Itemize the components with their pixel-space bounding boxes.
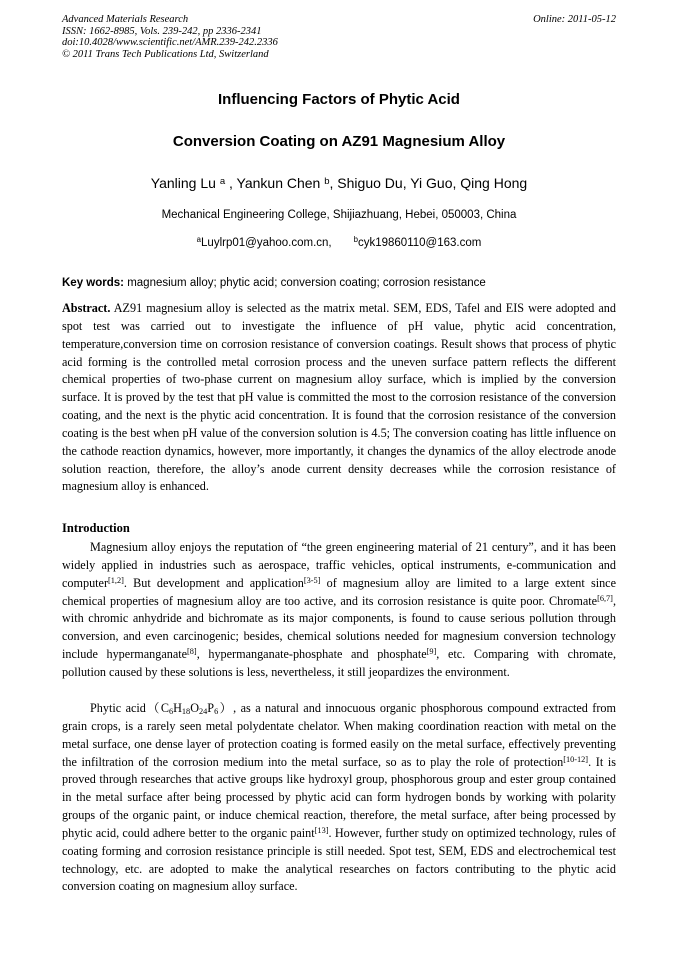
citation: [13] bbox=[314, 826, 329, 836]
paragraph-text: . It is proved through researches that active groups like hydroxyl group, phosphorous group and ester group contained in the metal surface after being processed by phytic acid can form hydrogen bonds by working with polarity groups of the organic paint, or induce chemical reaction, therefore, the metal surface, after being processed by phytic acid, could adhere better to the organic paint bbox=[62, 754, 616, 840]
paragraph-text: ）, as a natural and innocuous organic phosphorous compound extracted from grain crops, is a rarely seen metal polydentate chelator. When making coordination reaction with metal on the metal surface, one dense layer of protection coating is formed easily on the metal surface, effectively preventing the infiltration of the corrosion medium into the metal surface, so as to play the role of protection bbox=[62, 701, 616, 769]
citation: [9] bbox=[426, 647, 437, 657]
abstract-text: AZ91 magnesium alloy is selected as the matrix metal. SEM, EDS, Tafel and EIS were adopted and spot test was carried out to investigate the influence of pH value, phytic acid concentration, temperature,conversion time on corrosion resistance of conversion coatings. Result shows that process of phytic acid forming is the controlled metal corrosion process and the uneven surface pattern reflects the different chemical properties of two-phase current on magnesium alloy surface, which is implied by the conversion surface. It is proved by the test that pH value is committed the most to the corrosion resistance of the conversion coating, and the next is the phytic acid concentration. It is found that the corrosion resistance of the conversion coating is the best when pH value of the conversion solution is 4.5; The conversion coating has little influence on the cathode reaction dynamics, however, more importantly, it changes the dynamics of the alloy electrode anode solution reaction, therefore, the alloy’s anode current density decreases while the corrosion resistance of magnesium alloy is enhanced. bbox=[62, 301, 616, 494]
online-date: Online: 2011-05-12 bbox=[533, 14, 616, 25]
keywords-text: magnesium alloy; phytic acid; conversion coating; corrosion resistance bbox=[124, 277, 486, 289]
author-name: Yankun Chen bbox=[236, 175, 321, 191]
paragraph-text: . However, further study on optimized technology, rules of coating forming and corrosion resistance principle is still needed. Spot test, SEM, EDS and electrochemical test technology, etc. are adopted to make the analytical researches on factors contributing to the phytic acid conversion coating on magnesium alloy surface. bbox=[62, 825, 616, 894]
email-mark: a bbox=[196, 235, 202, 245]
paragraph-text: . But development and application bbox=[123, 575, 304, 590]
formula-subscript: 18 bbox=[181, 707, 191, 717]
journal-header bbox=[62, 14, 616, 60]
paragraph-text: Magnesium alloy enjoys the reputation of “the green engineering material of 21 century”, and it has been widely applied in industries such as aerospace, traffic vehicles, optical instruments, e-communication and computer bbox=[62, 540, 616, 590]
paper-title-line-2: Conversion Coating on AZ91 Magnesium Alloy bbox=[172, 133, 506, 150]
formula-element: P bbox=[207, 701, 215, 715]
abstract-label: Abstract. bbox=[62, 301, 111, 315]
formula-element: O bbox=[190, 701, 199, 715]
author-name: Yanling Lu bbox=[150, 175, 216, 191]
paragraph-text: of magnesium alloy are limited to a large extent since chemical properties of magnesium alloy are too active, and its corrosion resistance is quite poor. Chromate bbox=[62, 575, 616, 608]
formula-subscript: 6 bbox=[168, 707, 174, 717]
journal-name: Advanced Materials Research bbox=[62, 14, 189, 25]
email-address: cyk19860110@163.com bbox=[357, 237, 482, 249]
affiliation-mark: a bbox=[219, 175, 226, 187]
citation: [10-12] bbox=[563, 754, 589, 764]
doi-line: doi:10.4028/www.scientific.net/AMR.239-242.2336 bbox=[62, 37, 278, 48]
issn-line: ISSN: 1662-8985, Vols. 239-242, pp 2336-2341 bbox=[62, 25, 262, 37]
keywords bbox=[62, 277, 616, 289]
copyright-line: © 2011 Trans Tech Publications Ltd, Switzerland bbox=[62, 48, 269, 60]
affiliation: Mechanical Engineering College, Shijiazhuang, Hebei, 050003, China bbox=[161, 209, 517, 221]
formula-subscript: 6 bbox=[214, 707, 219, 717]
citation: [3-5] bbox=[303, 575, 321, 585]
section-heading-introduction: Introduction bbox=[62, 521, 130, 535]
paragraph-text: , with chromic anhydride and bichromate as its major components, is found to cause serious pollution through conversion, and even carcinogenic; besides, chemical solutions needed for magnesium conversion technology include hypermanganate bbox=[62, 593, 616, 662]
paper-title-line-1: Influencing Factors of Phytic Acid bbox=[218, 91, 460, 108]
intro-paragraph-2 bbox=[62, 700, 616, 896]
author-separator: , bbox=[225, 175, 237, 191]
email-line bbox=[0, 237, 678, 249]
formula-element: H bbox=[173, 701, 182, 715]
email-address: Luylrp01@yahoo.com.cn, bbox=[201, 237, 332, 249]
citation: [6,7] bbox=[597, 593, 613, 603]
abstract bbox=[62, 300, 616, 496]
paragraph-text: , etc. Comparing with chromate, pollution caused by these solutions is less, nevertheless, it still jeopardizes the environment. bbox=[62, 647, 616, 679]
paragraph-text: Phytic acid（C bbox=[90, 701, 169, 715]
affiliation-mark: b bbox=[324, 175, 330, 187]
intro-paragraph-1 bbox=[62, 539, 616, 682]
formula-subscript: 24 bbox=[199, 707, 208, 717]
citation: [1,2] bbox=[108, 575, 124, 585]
email-mark: b bbox=[353, 235, 358, 245]
author-names-rest: , Shiguo Du, Yi Guo, Qing Hong bbox=[329, 175, 528, 191]
paragraph-text: , hypermanganate-phosphate and phosphate bbox=[196, 647, 427, 662]
author-list bbox=[0, 175, 678, 191]
citation: [8] bbox=[187, 647, 197, 657]
keywords-label: Key words: bbox=[62, 277, 124, 289]
